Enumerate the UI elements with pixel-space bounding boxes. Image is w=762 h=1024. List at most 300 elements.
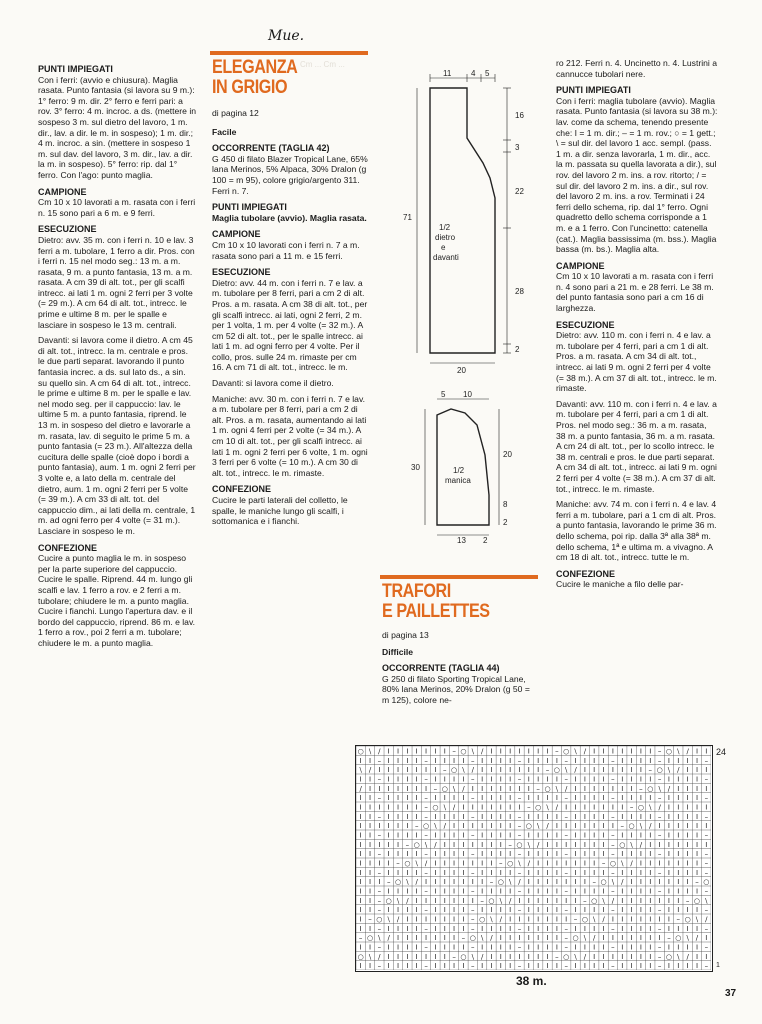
chart-cell-symbol: I — [621, 812, 624, 821]
chart-cell-symbol: \ — [434, 822, 437, 831]
chart-cell-symbol: I — [574, 887, 577, 896]
chart-cell-symbol: I — [555, 812, 558, 821]
chart-cell-symbol: I — [677, 943, 680, 952]
chart-cell-symbol: – — [676, 915, 681, 924]
chart-cell-symbol: I — [639, 850, 642, 859]
chart-cell-symbol: I — [499, 962, 502, 970]
chart-cell-symbol: I — [602, 887, 605, 896]
chart-cell-symbol: I — [443, 952, 446, 961]
chart-cell-symbol: I — [406, 943, 409, 952]
chart-cell-symbol: I — [602, 840, 605, 849]
chart-cell-symbol: I — [406, 906, 409, 915]
chart-cell-symbol: – — [424, 943, 428, 952]
chart-cell-symbol: I — [686, 822, 689, 831]
chart-cell-symbol: I — [359, 906, 362, 915]
chart-cell-symbol: I — [686, 943, 689, 952]
section-heading: PUNTI IMPIEGATI — [556, 85, 631, 96]
chart-cell-symbol: I — [555, 962, 558, 970]
chart-cell-symbol: I — [621, 943, 624, 952]
chart-cell-symbol: I — [387, 850, 390, 859]
chart-cell-symbol: I — [462, 896, 465, 905]
chart-cell-symbol: I — [471, 878, 474, 887]
chart-cell-symbol: I — [518, 952, 521, 961]
chart-cell-symbol: I — [509, 915, 512, 924]
chart-cell-symbol: – — [611, 850, 615, 859]
chart-cell-symbol: – — [657, 906, 662, 915]
chart-cell-symbol: I — [462, 868, 465, 877]
paragraph: G 450 di filato Blazer Tropical Lane, 65% lana Merinos, 5% Alpaca, 30% Dralon (g 100 = m 95), colore grigio/argento 311. Ferri n. 7. — [212, 153, 368, 196]
chart-cell-symbol: – — [667, 934, 671, 943]
chart-cell-symbol: I — [621, 924, 624, 933]
chart-cell-symbol: I — [695, 887, 699, 896]
chart-cell-symbol: I — [462, 962, 465, 970]
chart-cell-symbol: I — [695, 794, 699, 803]
chart-cell-symbol: \ — [359, 766, 362, 775]
chart-cell-symbol: I — [537, 868, 540, 877]
chart-cell-symbol: I — [453, 906, 456, 915]
chart-cell-symbol: I — [546, 943, 549, 952]
chart-cell-symbol: I — [415, 831, 418, 840]
chart-cell-symbol: I — [406, 831, 409, 840]
chart-cell-symbol: I — [611, 915, 614, 924]
chart-cell-symbol: I — [649, 859, 652, 868]
chart-cell-symbol: I — [546, 915, 549, 924]
chart-cell-symbol: I — [677, 840, 680, 849]
chart-cell-symbol: – — [639, 784, 643, 793]
chart-cell-symbol: / — [462, 784, 465, 793]
middle-column — [212, 58, 368, 532]
chart-cell-symbol: I — [434, 831, 437, 840]
chart-cell-symbol: – — [471, 924, 475, 933]
chart-cell-symbol: I — [639, 831, 642, 840]
chart-cell-symbol: I — [546, 896, 549, 905]
chart-cell-symbol: I — [574, 831, 577, 840]
chart-cell-symbol: \ — [677, 747, 680, 756]
chart-cell-symbol: I — [359, 924, 362, 933]
chart-cell-symbol: I — [667, 878, 670, 887]
chart-cell-symbol: I — [621, 766, 624, 775]
paragraph: G 250 di filato Sporting Tropical Lane, 80% lana Merinos, 20% Dralon (g 50 = m 125), colore ne- — [382, 673, 530, 705]
chart-cell-symbol: I — [537, 924, 540, 933]
section-heading: ESECUZIONE — [38, 224, 97, 235]
chart-cell-symbol: I — [677, 878, 680, 887]
chart-cell-symbol: ○ — [656, 766, 663, 775]
chart-cell-symbol: I — [462, 794, 465, 803]
chart-cell-symbol: I — [602, 850, 605, 859]
chart-cell-symbol: ○ — [535, 803, 542, 812]
chart-cell-symbol: I — [583, 840, 586, 849]
chart-cell-symbol: I — [415, 934, 418, 943]
chart-cell-symbol: – — [517, 812, 522, 821]
chart-cell-symbol: – — [377, 868, 382, 877]
chart-cell-symbol: I — [621, 784, 624, 793]
chart-cell-symbol: / — [695, 934, 699, 943]
chart-cell-symbol: I — [555, 934, 558, 943]
chart-cell-symbol: I — [499, 952, 502, 961]
paragraph: Cm 10 x 10 lavorati a m. rasata con i ferri n. 4 sono pari a 21 m. e 28 ferri. Le 38 m. del punto fantasia sono pari a cm 16 di larghezza. — [556, 271, 714, 314]
chart-cell-symbol: I — [686, 812, 689, 821]
chart-cell-symbol: I — [695, 822, 699, 831]
chart-cell-symbol: – — [377, 924, 382, 933]
chart-cell-symbol: ○ — [581, 915, 588, 924]
chart-cell-symbol: – — [657, 887, 662, 896]
chart-cell-symbol: – — [545, 766, 550, 775]
chart-cell-symbol: I — [415, 943, 418, 952]
chart-cell-symbol: I — [499, 840, 502, 849]
chart-cell-symbol: I — [443, 906, 446, 915]
chart-cell-symbol: I — [443, 915, 446, 924]
chart-cell-symbol: I — [667, 812, 670, 821]
chart-cell-symbol: I — [583, 962, 586, 970]
chart-cell-symbol: I — [359, 943, 362, 952]
chart-cell-symbol: I — [630, 831, 633, 840]
chart-cell-symbol: I — [462, 915, 465, 924]
chart-cell-symbol: I — [368, 906, 372, 915]
chart-cell-symbol: I — [499, 831, 502, 840]
chart-cell-symbol: I — [481, 906, 484, 915]
chart-cell-symbol: I — [378, 766, 381, 775]
chart-cell-symbol: I — [462, 906, 465, 915]
chart-cell-symbol: I — [481, 850, 484, 859]
chart-cell-symbol: I — [462, 924, 465, 933]
chart-cell-symbol: I — [397, 766, 400, 775]
chart-cell-symbol: \ — [630, 840, 633, 849]
chart-cell-symbol: I — [695, 868, 699, 877]
chart-cell-symbol: I — [359, 775, 362, 784]
chart-cell-symbol: \ — [686, 934, 689, 943]
chart-cell-symbol: I — [368, 943, 372, 952]
dimension-label: 20 — [457, 366, 466, 375]
chart-cell-symbol: I — [443, 756, 446, 765]
chart-cell-symbol: I — [499, 775, 502, 784]
chart-cell-symbol: I — [555, 840, 558, 849]
chart-cell-symbol: I — [499, 784, 502, 793]
chart-cell-symbol: / — [677, 766, 680, 775]
chart-cell-symbol: I — [443, 859, 446, 868]
chart-cell-symbol: I — [667, 896, 670, 905]
chart-cell-symbol: I — [359, 962, 362, 970]
chart-cell-symbol: I — [415, 850, 418, 859]
chart-cell-symbol: I — [397, 794, 400, 803]
chart-cell-symbol: I — [630, 756, 633, 765]
chart-cell-symbol: I — [546, 831, 549, 840]
chart-cell-symbol: I — [574, 962, 577, 970]
chart-cell-symbol: I — [368, 812, 372, 821]
chart-cell-symbol: I — [695, 831, 699, 840]
chart-cell-symbol: I — [649, 868, 652, 877]
chart-cell-symbol: I — [443, 840, 446, 849]
chart-cell-symbol: I — [490, 812, 493, 821]
chart-cell-symbol: I — [481, 812, 484, 821]
chart-cell-symbol: I — [518, 915, 521, 924]
chart-cell-symbol: ○ — [479, 915, 486, 924]
chart-cell-symbol: I — [621, 906, 624, 915]
chart-cell-symbol: I — [518, 766, 521, 775]
chart-cell-symbol: I — [415, 784, 418, 793]
chart-cell-symbol: – — [657, 775, 662, 784]
chart-cell-symbol: – — [564, 775, 568, 784]
chart-cell-symbol: I — [695, 859, 699, 868]
chart-cell-symbol: I — [387, 747, 390, 756]
chart-cell-symbol: / — [508, 896, 512, 905]
chart-cell-symbol: I — [546, 794, 549, 803]
chart-cell-symbol: I — [537, 896, 540, 905]
chart-cell-symbol: I — [368, 775, 372, 784]
chart-cell-symbol: – — [657, 952, 662, 961]
chart-cell-symbol: I — [490, 803, 493, 812]
chart-cell-symbol: I — [359, 831, 362, 840]
chart-cell-symbol: I — [415, 962, 418, 970]
chart-cell-symbol: – — [471, 850, 475, 859]
chart-cell-symbol: I — [583, 812, 586, 821]
chart-cell-symbol: I — [387, 887, 390, 896]
page-reference: di pagina 13 — [382, 630, 429, 640]
chart-cell-symbol: I — [555, 868, 558, 877]
chart-cell-symbol: \ — [621, 859, 624, 868]
chart-cell-symbol: ○ — [423, 822, 430, 831]
chart-cell-symbol: I — [639, 766, 642, 775]
chart-cell-symbol: I — [527, 868, 530, 877]
chart-cell-symbol: I — [583, 822, 586, 831]
chart-cell-symbol: – — [471, 915, 475, 924]
chart-cell-symbol: I — [667, 822, 670, 831]
chart-cell-symbol: I — [397, 775, 400, 784]
chart-cell-symbol: I — [621, 915, 624, 924]
chart-cell-symbol: / — [555, 803, 559, 812]
chart-cell-symbol: I — [565, 822, 568, 831]
chart-cell-symbol: I — [368, 850, 372, 859]
chart-cell-symbol: \ — [667, 766, 671, 775]
chart-cell-symbol: I — [481, 822, 484, 831]
chart-cell-symbol: I — [686, 859, 689, 868]
chart-cell-symbol: I — [602, 747, 605, 756]
chart-cell-symbol: I — [368, 840, 372, 849]
chart-cell-symbol: I — [583, 831, 586, 840]
dimension-label: 22 — [515, 187, 524, 196]
garment-schema-body — [395, 68, 545, 378]
chart-cell-symbol: I — [574, 840, 577, 849]
chart-cell-symbol: – — [620, 822, 624, 831]
chart-cell-symbol: I — [639, 934, 642, 943]
chart-cell-symbol: I — [527, 887, 530, 896]
chart-cell-symbol: I — [359, 822, 362, 831]
chart-cell-symbol: I — [499, 766, 502, 775]
paragraph: Davanti: avv. 110 m. con i ferri n. 4 e lav. a m. tubolare per 4 ferri, pari a cm 1 di alt. Pros. nel modo seg.: 36 m. a m. rasata, 38 m. a punto fantasia, 36 m. a m. rasata. A cm 24 di alt. tot., per lo scollo intrecc. le 38 m. centrali e pros. le due parti separat. A cm 34 di alt. tot., intrecc. ai lati 9 m. ogni 2 ferri per 4 volte (= 38 m.). A cm 37 di alt. tot., intrecc. le m. rimaste. — [556, 398, 717, 494]
chart-cell-symbol: I — [583, 803, 586, 812]
section-heading: CONFEZIONE — [212, 484, 272, 495]
chart-cell-symbol: I — [611, 822, 614, 831]
chart-cell-symbol: I — [667, 943, 670, 952]
chart-cell-symbol: I — [359, 812, 362, 821]
chart-cell-symbol: I — [518, 896, 521, 905]
chart-cell-symbol: I — [602, 812, 605, 821]
chart-cell-symbol: I — [583, 887, 586, 896]
chart-cell-symbol: ○ — [516, 840, 523, 849]
chart-cell-symbol: I — [574, 784, 577, 793]
paragraph: Dietro: avv. 44 m. con i ferri n. 7 e lav. a m. tubolare per 8 ferri, pari a cm 2 di alt. Pros. a m. rasata. A cm 38 di alt. tot., per gli scalfi intrecc. ai lati, ogni 2 ferri, 2 m. per 1 volta, 1 m. per 4 volte (= 32 m.). A cm 52 di alt. tot., per le spalle intrecc. ai lati 1 m. ad ogni ferro per 4 volte. Per il collo, pros. sulle 24 m. rimaste per cm 16. A cm 71 di alt. tot., intrecc. le m. — [212, 277, 368, 373]
chart-cell-symbol: – — [648, 766, 653, 775]
chart-cell-symbol: – — [517, 756, 522, 765]
chart-cell-symbol: I — [434, 756, 437, 765]
chart-cell-symbol: I — [509, 943, 512, 952]
chart-cell-symbol: I — [649, 906, 652, 915]
chart-cell-symbol: I — [686, 831, 689, 840]
chart-cell-symbol: – — [471, 906, 475, 915]
chart-cell-symbol: I — [397, 887, 400, 896]
chart-cell-symbol: I — [481, 962, 484, 970]
chart-cell-symbol: I — [434, 906, 437, 915]
chart-cell-symbol: I — [555, 896, 558, 905]
chart-cell-symbol: I — [639, 924, 642, 933]
chart-cell-symbol: – — [471, 887, 475, 896]
chart-cell-symbol: I — [649, 747, 652, 756]
chart-cell-symbol: I — [425, 747, 428, 756]
chart-cell-symbol: I — [677, 962, 680, 970]
chart-cell-symbol: – — [377, 943, 382, 952]
chart-cell-symbol: I — [639, 756, 642, 765]
chart-cell-symbol: I — [434, 794, 437, 803]
chart-cell-symbol: I — [537, 887, 540, 896]
chart-cell-symbol: I — [387, 794, 390, 803]
chart-cell-symbol: I — [639, 812, 642, 821]
chart-cell-symbol: I — [565, 878, 568, 887]
chart-cell-symbol: – — [433, 784, 438, 793]
paragraph: Cucire le parti laterali del colletto, le spalle, le maniche lungo gli scalfi, i sottomanica e i fianchi. — [212, 495, 348, 527]
chart-cell-symbol: I — [443, 887, 446, 896]
chart-cell-symbol: I — [453, 943, 456, 952]
page-number: 37 — [725, 988, 737, 999]
chart-cell-symbol: I — [667, 887, 670, 896]
chart-cell-symbol: I — [453, 915, 456, 924]
chart-cell-symbol: I — [667, 924, 670, 933]
chart-cell-symbol: I — [686, 803, 689, 812]
chart-cell-symbol: I — [705, 952, 708, 961]
chart-cell-symbol: – — [517, 794, 522, 803]
chart-cell-symbol: I — [406, 747, 409, 756]
chart-cell-symbol: \ — [593, 915, 596, 924]
garment-schema-sleeve — [405, 385, 525, 545]
chart-cell-symbol: I — [583, 868, 586, 877]
chart-cell-symbol: I — [630, 924, 633, 933]
paragraph: Davanti: si lavora come il dietro. A cm 45 di alt. tot., intrecc. la m. centrale e pros. le due parti separat. lavorando il punto fantasia increc. a ds. sul lato ds., a sin. su quello sin. A cm 64 di alt. tot., intrecc. le prime e ultime 8 m. per le spalle e lav. nel modo seg. per il cappuccio: lav. le ultime 5 m. a punto fantasia, riprend. le 13 m. in sospeso del dietro e lavorarle a m. rasata, lav. di seguito le prime 5 m. a punto fantasia (= 23 m.). All'altezza della cucitura delle spalle (cioè dopo i bordi a punto fantasia), aum. 1 m. ogni 2 ferri per 3 volte e, a lato della m. centrale del dietro, aum. 1 m. ogni 2 ferri per 5 volte (= 39 m.). A cm 33 di alt. tot. del cappuccio dim., ai lati della m. centrale, 1 m. ad ogni ferro per 4 volte (= 31 m.). Lasciare in sospeso le m. — [38, 335, 196, 536]
chart-cell-symbol: I — [443, 962, 446, 970]
chart-cell-symbol: I — [583, 766, 586, 775]
chart-cell-symbol: I — [406, 812, 409, 821]
chart-cell-symbol: I — [527, 943, 530, 952]
chart-cell-symbol: I — [518, 934, 521, 943]
chart-cell-symbol: I — [649, 812, 652, 821]
chart-cell-symbol: I — [527, 934, 530, 943]
chart-cell-symbol: I — [406, 887, 409, 896]
chart-cell-symbol: I — [630, 812, 633, 821]
chart-cell-symbol: I — [462, 850, 465, 859]
chart-cell-symbol: – — [592, 878, 596, 887]
chart-cell-symbol: I — [630, 747, 633, 756]
article-title: ELEGANZA — [212, 57, 298, 78]
chart-cell-symbol: I — [406, 924, 409, 933]
chart-cell-symbol: I — [481, 878, 484, 887]
paragraph: ro 212. Ferri n. 4. Uncinetto n. 4. Lustrini a cannucce tubolari nere. — [556, 58, 717, 79]
chart-cell-symbol: \ — [518, 859, 521, 868]
chart-cell-symbol: \ — [462, 766, 465, 775]
chart-cell-symbol: I — [537, 812, 540, 821]
chart-cell-symbol: I — [462, 812, 465, 821]
chart-cell-symbol: I — [677, 850, 680, 859]
chart-cell-symbol: I — [667, 794, 670, 803]
chart-cell-symbol: I — [546, 756, 549, 765]
chart-cell-symbol: ○ — [684, 915, 691, 924]
page-reference: di pagina 12 — [212, 108, 259, 118]
chart-cell-symbol: I — [649, 775, 652, 784]
chart-cell-symbol: – — [508, 840, 512, 849]
chart-cell-symbol: I — [434, 775, 437, 784]
chart-cell-symbol: I — [574, 943, 577, 952]
chart-cell-symbol: I — [490, 868, 493, 877]
chart-cell-symbol: I — [397, 756, 400, 765]
chart-cell-symbol: I — [677, 896, 680, 905]
chart-cell-symbol: I — [368, 859, 372, 868]
chart-cell-symbol: I — [649, 924, 652, 933]
chart-cell-symbol: – — [704, 859, 709, 868]
chart-cell-symbol: I — [527, 747, 530, 756]
chart-cell-symbol: \ — [490, 915, 493, 924]
chart-cell-symbol: I — [555, 831, 558, 840]
chart-cell-symbol: – — [564, 924, 568, 933]
chart-cell-symbol: I — [490, 775, 493, 784]
chart-cell-symbol: I — [368, 756, 372, 765]
chart-cell-symbol: I — [639, 859, 642, 868]
chart-cell-symbol: I — [359, 756, 362, 765]
chart-cell-symbol: I — [686, 784, 689, 793]
chart-cell-symbol: I — [667, 868, 670, 877]
paragraph: Maniche: avv. 74 m. con i ferri n. 4 e lav. 4 ferri a m. tubolare, pari a 1 cm di alt. Pros. a punto fantasia, lavorando le prime 36 m. dello schema, poi rip. dalla 3ª alla 38ª m. dello schema, 1ª e ultima m. a vivagno. A cm 18 di alt. tot., intrecc. tutte le m. — [556, 499, 717, 563]
chart-cell-symbol: I — [555, 915, 558, 924]
chart-cell-symbol: I — [518, 803, 521, 812]
chart-cell-symbol: \ — [555, 784, 559, 793]
chart-cell-symbol: I — [518, 784, 521, 793]
chart-cell-symbol: I — [630, 878, 633, 887]
dimension-label: 8 — [503, 500, 508, 509]
chart-cell-symbol: I — [462, 775, 465, 784]
chart-cell-symbol: I — [583, 859, 586, 868]
chart-cell-symbol: I — [527, 896, 530, 905]
chart-cell-symbol: I — [406, 756, 409, 765]
chart-cell-symbol: I — [593, 794, 596, 803]
chart-cell-symbol: – — [517, 962, 522, 970]
chart-cell-symbol: I — [434, 766, 437, 775]
chart-cell-symbol: I — [397, 868, 400, 877]
chart-cell-symbol: I — [481, 756, 484, 765]
chart-cell-symbol: I — [593, 822, 596, 831]
chart-cell-symbol: I — [649, 756, 652, 765]
chart-cell-symbol: – — [657, 812, 662, 821]
chart-cell-symbol: I — [453, 962, 456, 970]
bleed-through-text: Cm ... Cm ... — [300, 60, 345, 69]
chart-cell-symbol: I — [695, 803, 699, 812]
chart-cell-symbol: I — [639, 943, 642, 952]
chart-cell-symbol: – — [704, 775, 709, 784]
chart-cell-symbol: I — [565, 859, 568, 868]
chart-cell-symbol: I — [490, 924, 493, 933]
chart-cell-symbol: I — [593, 868, 596, 877]
chart-cell-symbol: I — [378, 822, 381, 831]
chart-cell-symbol: I — [602, 822, 605, 831]
chart-cell-symbol: – — [536, 784, 540, 793]
chart-cell-symbol: \ — [499, 896, 502, 905]
chart-cell-symbol: I — [565, 840, 568, 849]
chart-cell-symbol: I — [546, 962, 549, 970]
chart-cell-symbol: I — [639, 887, 642, 896]
